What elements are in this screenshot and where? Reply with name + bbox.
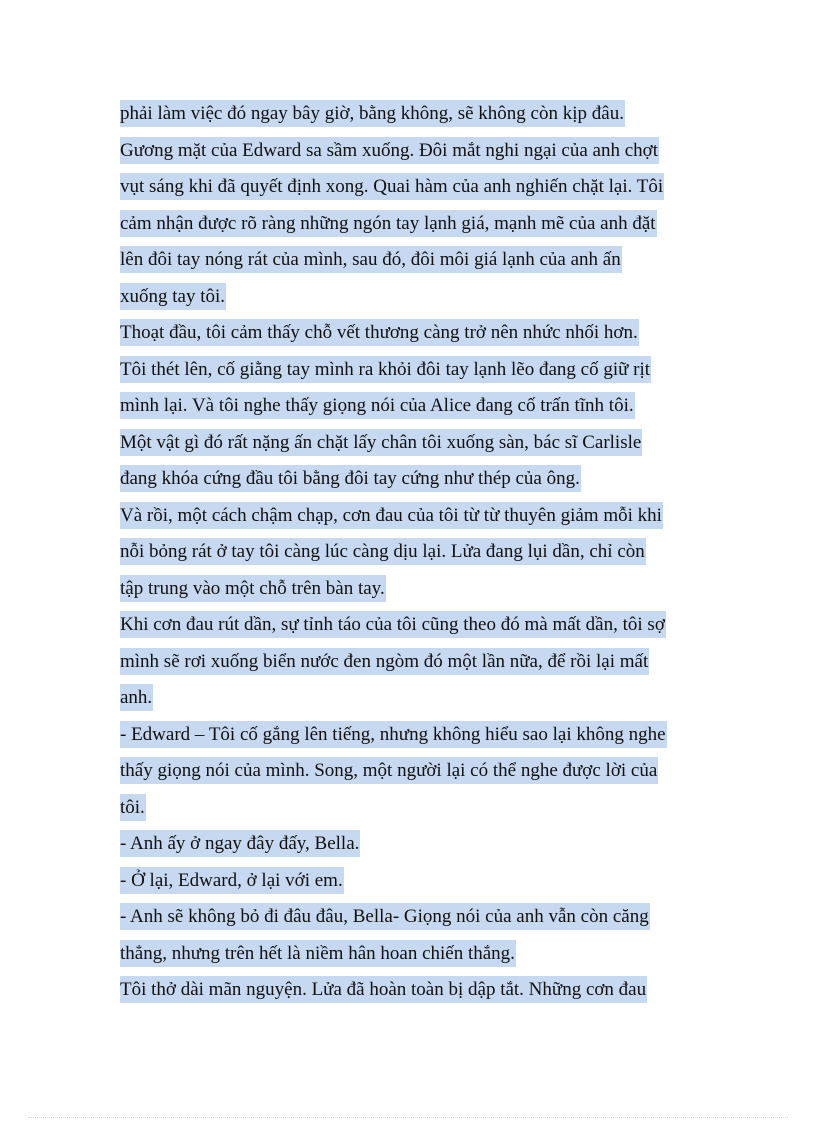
page-bottom-divider [28,1117,788,1118]
highlighted-text: Tôi thét lên, cố giằng tay mình ra khỏi đôi tay lạnh lẽo đang cố giữ rịt [120,356,651,383]
highlighted-text: Gương mặt của Edward sa sầm xuống. Đôi mắt nghi ngại của anh chợt [120,137,659,164]
highlighted-text: Một vật gì đó rất nặng ấn chặt lấy chân tôi xuống sàn, bác sĩ Carlisle [120,429,642,456]
highlighted-text: đang khóa cứng đầu tôi bằng đôi tay cứng như thép của ông. [120,465,581,492]
text-line [120,753,700,790]
text-line [120,169,700,206]
highlighted-text: anh. [120,684,153,711]
text-line [120,899,700,936]
text-line [120,680,700,717]
highlighted-text: lên đôi tay nóng rát của mình, sau đó, đôi môi giá lạnh của anh ấn [120,246,622,273]
text-line [120,863,700,900]
text-line [120,644,700,681]
highlighted-text: vụt sáng khi đã quyết định xong. Quai hàm của anh nghiến chặt lại. Tôi [120,173,664,200]
text-line [120,388,700,425]
highlighted-text: mình sẽ rơi xuống biển nước đen ngòm đó một lần nữa, để rồi lại mất [120,648,649,675]
highlighted-text: - Anh ấy ở ngay đây đấy, Bella. [120,830,360,857]
highlighted-text: tập trung vào một chỗ trên bàn tay. [120,575,386,602]
text-line [120,352,700,389]
highlighted-text: thấy giọng nói của mình. Song, một người lại có thể nghe được lời của [120,757,658,784]
text-line [120,790,700,827]
text-line [120,972,700,1009]
highlighted-text: Khi cơn đau rút dần, sự tỉnh táo của tôi cũng theo đó mà mất dần, tôi sợ [120,611,666,638]
text-line [120,936,700,973]
text-line [120,315,700,352]
document-body [120,96,700,1009]
text-line [120,425,700,462]
text-line [120,498,700,535]
highlighted-text: xuống tay tôi. [120,283,226,310]
highlighted-text: Thoạt đầu, tôi cảm thấy chỗ vết thương càng trở nên nhức nhối hơn. [120,319,639,346]
highlighted-text: phải làm việc đó ngay bây giờ, bằng không, sẽ không còn kịp đâu. [120,100,625,127]
text-line [120,607,700,644]
highlighted-text: Tôi thở dài mãn nguyện. Lửa đã hoàn toàn bị dập tắt. Những cơn đau [120,976,647,1003]
highlighted-text: - Anh sẽ không bỏ đi đâu đâu, Bella- Giọng nói của anh vẫn còn căng [120,903,650,930]
text-line [120,461,700,498]
text-line [120,242,700,279]
highlighted-text: - Edward – Tôi cố gắng lên tiếng, nhưng không hiểu sao lại không nghe [120,721,667,748]
highlighted-text: nỗi bỏng rát ở tay tôi càng lúc càng dịu lại. Lửa đang lụi dần, chỉ còn [120,538,646,565]
text-line [120,206,700,243]
text-line [120,279,700,316]
text-line [120,534,700,571]
text-line [120,717,700,754]
text-line [120,826,700,863]
text-line [120,571,700,608]
text-line [120,133,700,170]
highlighted-text: tôi. [120,794,146,821]
highlighted-text: - Ở lại, Edward, ở lại với em. [120,867,344,894]
text-line [120,96,700,133]
highlighted-text: cảm nhận được rõ ràng những ngón tay lạnh giá, mạnh mẽ của anh đặt [120,210,657,237]
highlighted-text: mình lại. Và tôi nghe thấy giọng nói của Alice đang cố trấn tĩnh tôi. [120,392,635,419]
highlighted-text: thẳng, nhưng trên hết là niềm hân hoan chiến thắng. [120,940,516,967]
highlighted-text: Và rồi, một cách chậm chạp, cơn đau của tôi từ từ thuyên giảm mỗi khi [120,502,663,529]
